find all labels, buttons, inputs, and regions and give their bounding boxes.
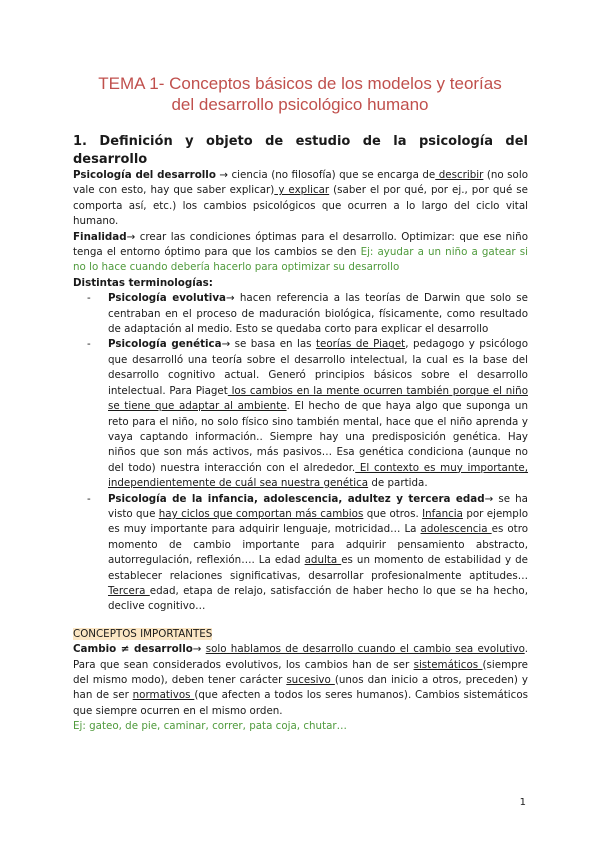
- infancia-text-6: edad, etapa de relajo, satisfacción de haber hecho lo que se ha hecho, declive cognitivo…: [108, 584, 528, 613]
- conceptos-paragraph: [73, 642, 528, 719]
- infancia-text-2: que otros.: [363, 507, 423, 520]
- conceptos-arrow: →: [192, 643, 206, 656]
- terminologias-heading: Distintas terminologías:: [73, 276, 213, 289]
- infancia-underline-tercera: Tercera: [108, 584, 150, 597]
- finalidad-term: Finalidad: [73, 230, 127, 243]
- conceptos-text-2: (siempre del mismo modo), deben tener carácter: [73, 658, 528, 686]
- conceptos-heading: CONCEPTOS IMPORTANTES: [73, 627, 213, 640]
- definition-arrow: →: [215, 169, 232, 181]
- conceptos-example: Ej: gateo, de pie, caminar, correr, pata coja, chutar…: [73, 720, 347, 733]
- genetica-text-2: , pedagogo y psicólogo que desarrolló una teoría sobre el desarrollo intelectual, la cual es la base del desarrollo cognitivo actual. Generó principios básicos sobre el desarrollo intelectual. Para Piaget: [108, 338, 529, 397]
- infancia-underline-ciclos: hay ciclos que comportan más cambios: [158, 507, 364, 520]
- finalidad-paragraph: [73, 230, 528, 276]
- page-number: 1: [519, 797, 526, 808]
- bullet-dash: -: [87, 338, 91, 351]
- bullet-dash: -: [87, 292, 91, 305]
- list-item-infancia: [73, 492, 528, 615]
- infancia-term: Psicología de la infancia, adolescencia, adultez y tercera edad: [108, 492, 485, 505]
- definition-underline-describir: describir: [435, 169, 484, 181]
- finalidad-arrow: →: [126, 230, 140, 243]
- finalidad-example: Ej: ayudar a un niño a gatear si no lo hace cuando debería hacerlo para optimizar su desarrollo: [73, 246, 528, 274]
- terminology-list: [73, 291, 528, 615]
- spacer: [73, 615, 528, 627]
- conceptos-underline-1: solo hablamos de desarrollo cuando el cambio sea evolutivo: [205, 643, 525, 656]
- finalidad-text: crear las condiciones óptimas para el desarrollo. Optimizar: que ese niño tenga el entorno óptimo para que los cambios se den: [73, 230, 528, 259]
- infancia-underline-adolescencia: adolescencia: [420, 523, 492, 536]
- conceptos-text-4: (que afecten a todos los seres humanos). Cambios sistemáticos que siempre ocurren en el mismo orden.: [73, 689, 528, 717]
- definition-text-3: (saber el por qué, por ej., por qué se comporta así, etc.) los cambios psicológicos que ocurren a lo largo del ciclo vital humano.: [73, 184, 528, 228]
- genetica-text-4: de partida.: [368, 477, 428, 490]
- section-heading: 1. Definición y objeto de estudio de la psicología del desarrollo: [73, 134, 528, 167]
- document-title: [40, 73, 560, 115]
- conceptos-term: Cambio ≠ desarrollo: [73, 643, 193, 656]
- infancia-text-4: es otro momento de cambio importante para adquirir pensamiento abstracto, autorregulación, reflexión…. La edad: [108, 523, 528, 567]
- definition-underline-explicar: y explicar: [274, 184, 330, 197]
- title-line-2: del desarrollo psicológico humano: [171, 95, 429, 114]
- genetica-underline-contexto: El contexto es muy importante, independientemente de cuál sea nuestra genética: [108, 461, 529, 490]
- conceptos-underline-sistematicos: sistemáticos: [413, 658, 483, 671]
- genetica-text-3: . El hecho de que haya algo que suponga un reto para el niño, no solo físico sino también mental, hace que el niño aprenda y vaya captando información.. Siempre hay una predisposición genética. Hay niños que son más activos, más pasivos… Esa genética condiciona (aunque no del todo) nuestra interacción con el alrededor.: [108, 400, 528, 474]
- definition-text-1: ciencia (no filosofía) que se encarga de: [231, 169, 436, 181]
- genetica-underline-piaget: teorías de Piaget: [315, 338, 406, 351]
- genetica-text-1: se basa en las: [234, 338, 316, 351]
- list-item-genetica: [73, 337, 528, 491]
- definition-paragraph: [73, 168, 528, 230]
- infancia-text-5: es un momento de estabilidad y de establecer relaciones significativas, desarrollar profesionalmente aptitudes…: [108, 554, 529, 582]
- evolutiva-text: hacen referencia a las teorías de Darwin que solo se centraban en el proceso de maduración biológica, físicamente, como resultado de adaptación al medio. Esto se quedaba corto para explicar el desarrollo: [108, 292, 529, 336]
- genetica-underline-cambios: los cambios en la mente ocurren también porque el niño se tiene que adaptar al ambiente: [108, 384, 528, 413]
- evolutiva-arrow: →: [225, 292, 240, 305]
- infancia-underline-infancia: Infancia: [422, 507, 463, 520]
- definition-term: Psicología del desarrollo: [73, 169, 216, 181]
- definition-text-2: (no solo vale con esto, hay que saber explicar): [73, 169, 528, 197]
- conceptos-text-3: (unos dan inicio a otros, preceden) y han de ser: [73, 674, 528, 702]
- genetica-arrow: →: [221, 338, 235, 351]
- infancia-text-3: por ejemplo es muy importante para adquirir lenguaje, motricidad… La: [108, 507, 529, 536]
- infancia-text-1: se ha visto que: [108, 492, 528, 520]
- list-item-evolutiva: [73, 291, 528, 337]
- conceptos-text-1: . Para que sean considerados evolutivos, los cambios han de ser: [73, 643, 528, 671]
- title-line-1: TEMA 1- Conceptos básicos de los modelos y teorías: [98, 74, 502, 93]
- evolutiva-term: Psicología evolutiva: [108, 292, 226, 305]
- infancia-underline-adulta: adulta: [304, 554, 342, 567]
- conceptos-heading-line: [73, 627, 528, 642]
- document-body: [73, 168, 528, 735]
- bullet-dash: -: [87, 492, 91, 505]
- conceptos-underline-sucesivo: sucesivo: [286, 674, 335, 686]
- conceptos-underline-normativos: normativos: [132, 689, 195, 702]
- genetica-term: Psicología genética: [108, 338, 222, 351]
- infancia-arrow: →: [484, 492, 499, 505]
